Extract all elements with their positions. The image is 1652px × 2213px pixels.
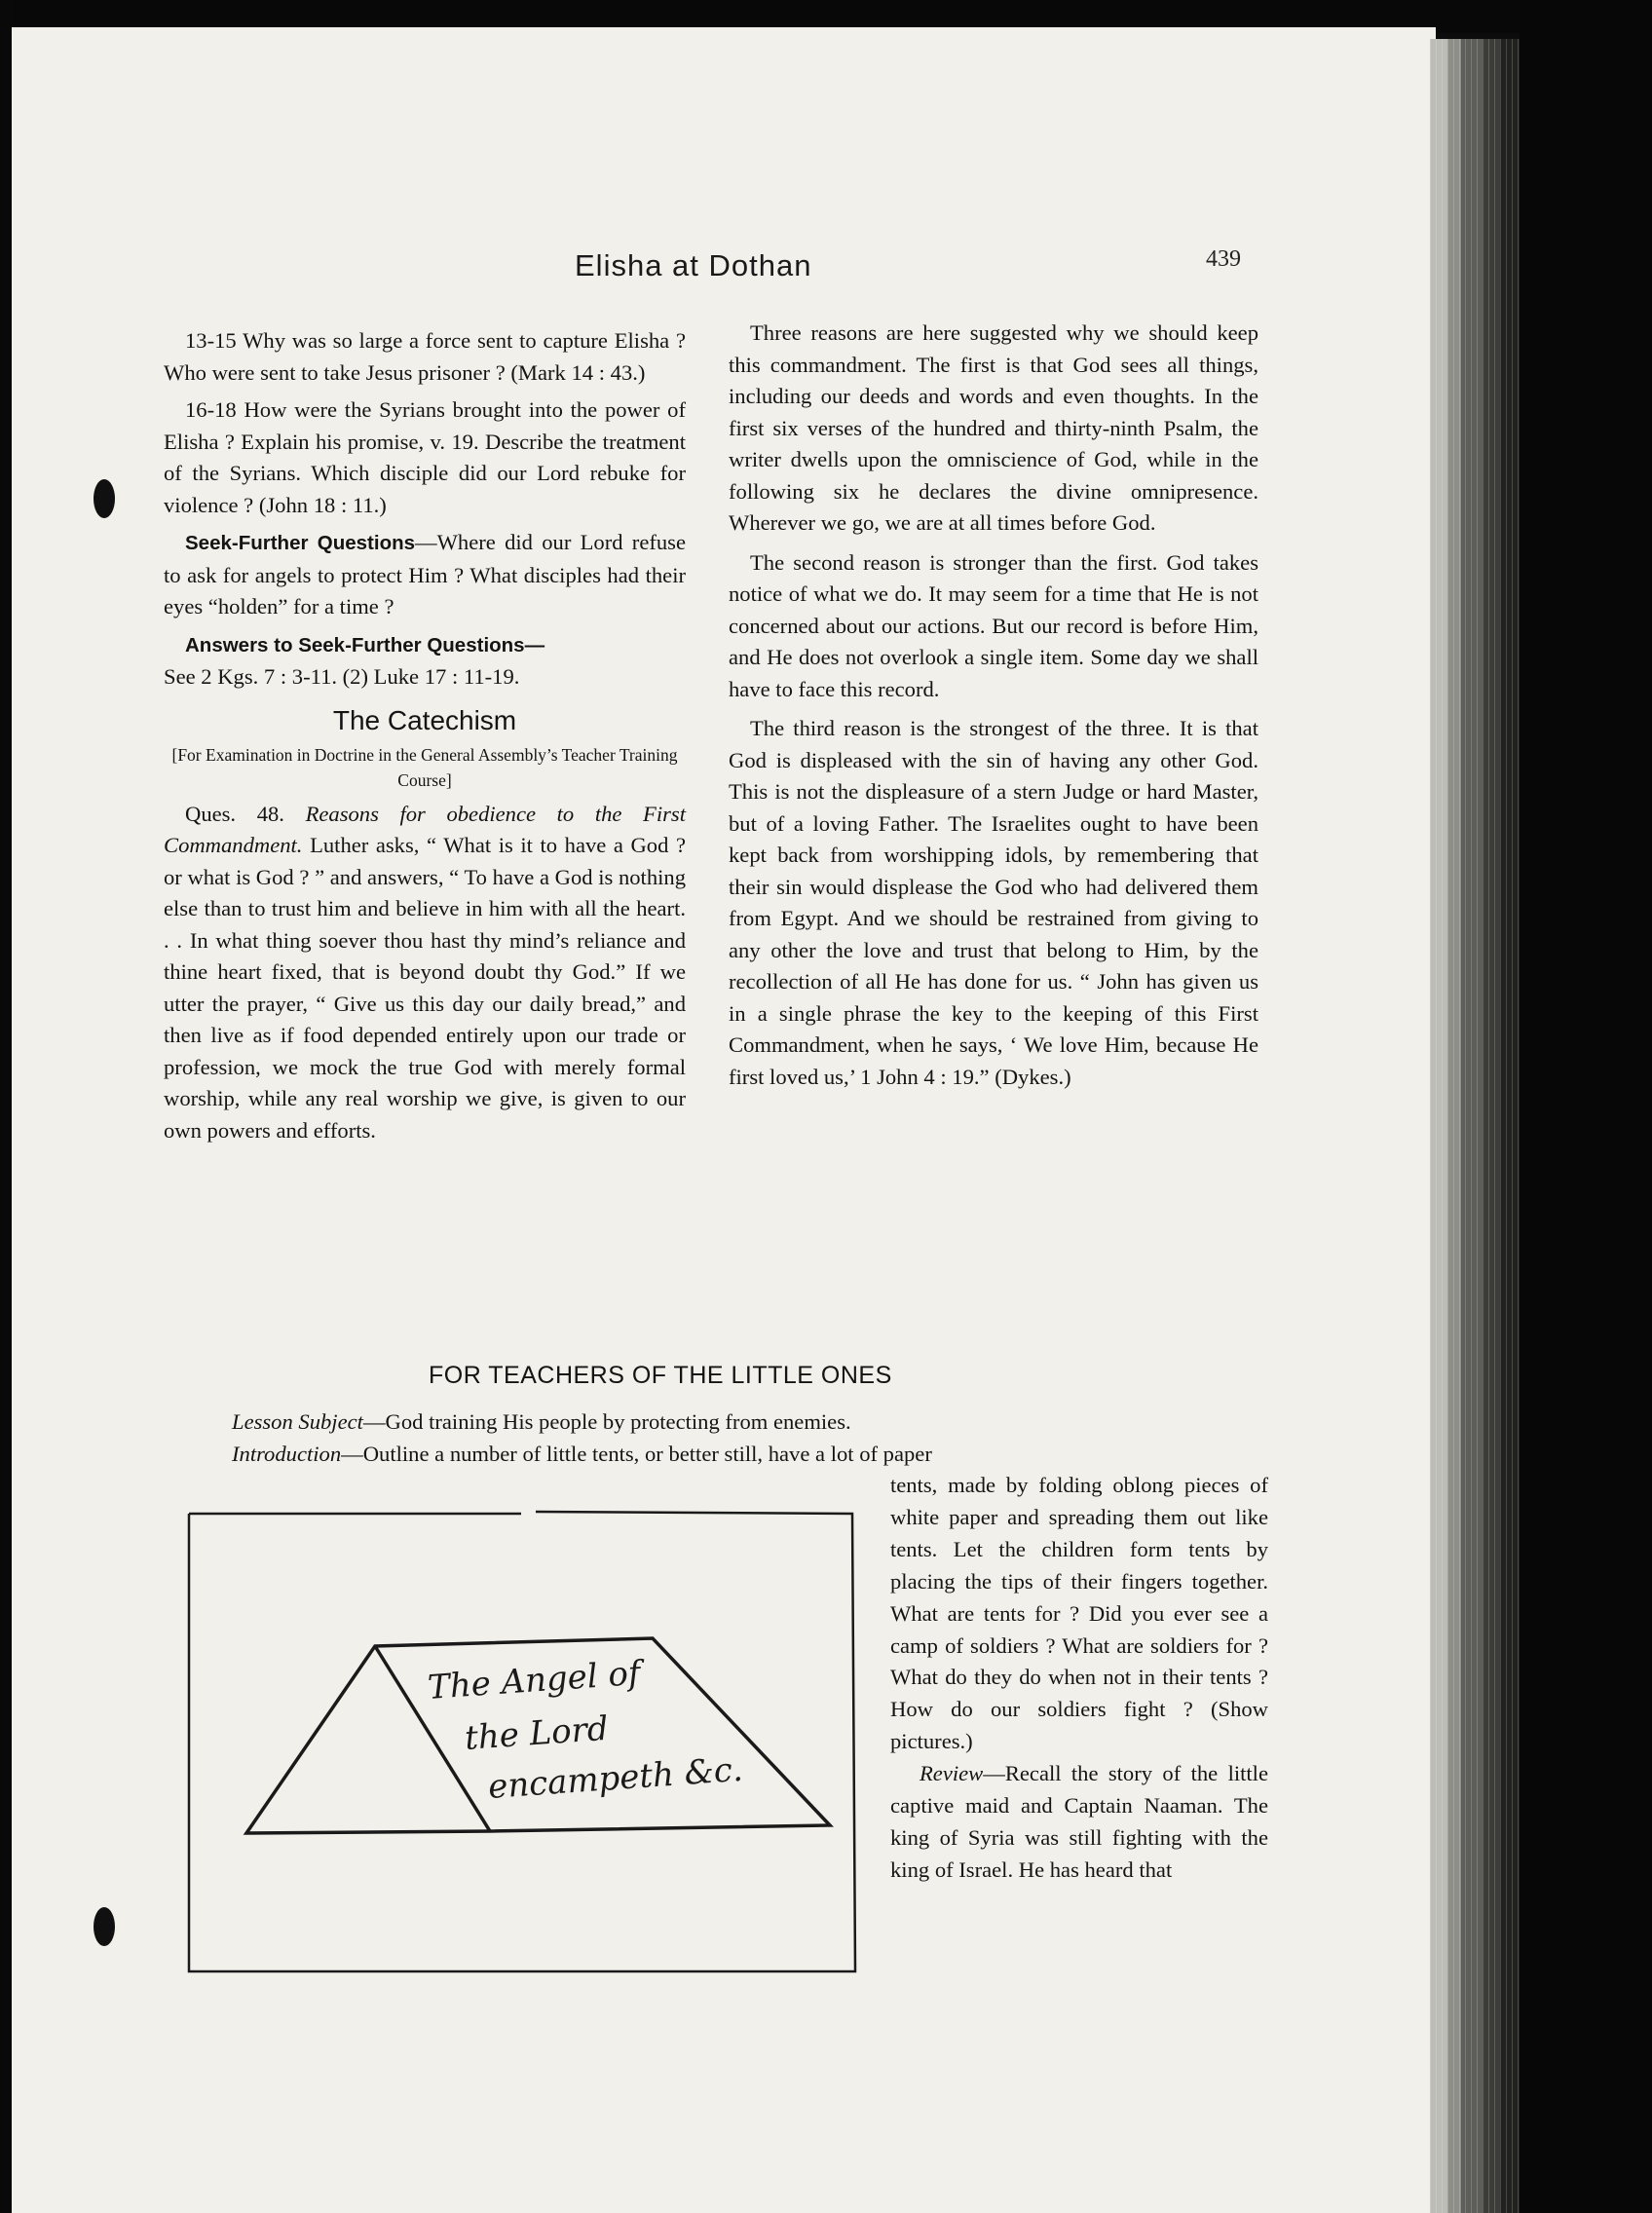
running-header: Elisha at Dothan xyxy=(575,248,812,282)
paragraph-first-reason: Three reasons are here suggested why we should keep this commandment. The first is that God sees all things, including our deeds and words and even thoughts. In the first six verses of the hundred and thirty-ninth Psalm, the writer dwells upon the omniscience of God, while in the following six he declares the divine omnipresence. Wherever we go, we are at all times before God. xyxy=(729,320,1258,535)
punch-hole xyxy=(94,479,115,518)
introduction-line: Introduction—Outline a number of little tents, or better still, have a lot of paper xyxy=(232,1442,932,1466)
paragraph-second-reason: The second reason is stronger than the first. God takes notice of what we do. It may seem for a time that He is not concerned about our actions. But our record is before Him, and He does not overlook a single item. Some day we shall have to face this record. xyxy=(729,549,1258,701)
seek-further-heading: Seek-Further Questions xyxy=(185,532,416,554)
seek-further-text: —Where did our Lord refuse to ask for angels to protect Him ? What disciples had their eyes “holden” for a time ? xyxy=(164,530,686,619)
tent-caption-line-1: The Angel of xyxy=(426,1653,642,1707)
answers-heading: Answers to Seek-Further Questions— xyxy=(185,633,545,656)
lesson-subject: Lesson Subject—God training His people by protecting from enemies. xyxy=(232,1409,851,1434)
page-number: 439 xyxy=(1206,246,1241,272)
punch-hole xyxy=(94,1907,115,1946)
answers-text: See 2 Kgs. 7 : 3-11. (2) Luke 17 : 11-19. xyxy=(164,664,520,689)
catechism-title: The Catechism xyxy=(332,704,517,735)
question-13-15: 13-15 Why was so large a force sent to capture Elisha ? Who were sent to take Jesus prisoner ? (Mark 14 : 43.) xyxy=(164,328,686,385)
question-16-18: 16-18 How were the Syrians brought into the power of Elisha ? Explain his promise, v. 19. Describe the treatment of the Syrians. Which disciple did our Lord rebuke for violence ? (John 18 : 11.) xyxy=(164,397,686,517)
book-binding xyxy=(1520,0,1652,2213)
introduction-continued: tents, made by folding oblong pieces of white paper and spreading them out like tents. Let the children form tents by placing the tips of their fingers together. What are tents for ? Did you ever see a camp of soldiers ? What are soldiers for ? What do they do when not in their tents ? How do our soldiers fight ? (Show pictures.) xyxy=(890,1473,1268,1754)
tent-caption-line-2: the Lord xyxy=(463,1708,610,1758)
page-stack-lines xyxy=(1430,39,1520,2213)
catechism-note: [For Examination in Doctrine in the General Assembly’s Teacher Training Course] xyxy=(171,744,678,790)
left-column xyxy=(164,325,686,1146)
question-topic: Reasons for obedience to the First Commandment. xyxy=(164,801,686,857)
teachers-section-heading: FOR TEACHERS OF THE LITTLE ONES xyxy=(429,1362,892,1389)
seek-further-paragraph xyxy=(164,527,686,623)
right-column xyxy=(729,318,1258,1093)
introduction-continued-column xyxy=(890,1470,1268,1887)
catechism-question: Ques. 48. Reasons for obedience to the First Commandment. Luther asks, “ What is it to have a God ? or what is God ? ” and answers, “ To have a God is nothing else than to trust him and believe in him with all the heart. . . In what thing soever thou hast thy mind’s reliance and thine heart fixed, that is beyond doubt thy God.” If we utter the prayer, “ Give us this day our daily bread,” and then live as if food depended entirely upon our trade or profession, we mock the true God with merely formal worship, while any real worship we give, is given to our own powers and efforts. xyxy=(164,801,686,1143)
tent-illustration xyxy=(185,1510,857,1975)
review-paragraph: Review—Recall the story of the little captive maid and Captain Naaman. The king of Syria was still fighting with the king of Israel. He has heard that xyxy=(890,1761,1268,1882)
paragraph-third-reason: The third reason is the strongest of the three. It is that God is displeased with the sin of having any other God. This is not the displeasure of a stern Judge or hard Master, but of a loving Father. The Israelites ought to have been kept back from worshipping idols, by remembering that their sin would displease the God who had delivered them from Egypt. And we should be restrained from giving to any other the love and trust that belong to Him, by the recollection of all He has done for us. “ John has given us in a single phrase the key to the keeping of this First Commandment, when he says, ‘ We love Him, because He first loved us,’ 1 John 4 : 19.” (Dykes.) xyxy=(729,716,1258,1089)
tent-caption-line-3: encampeth &c. xyxy=(486,1749,744,1807)
